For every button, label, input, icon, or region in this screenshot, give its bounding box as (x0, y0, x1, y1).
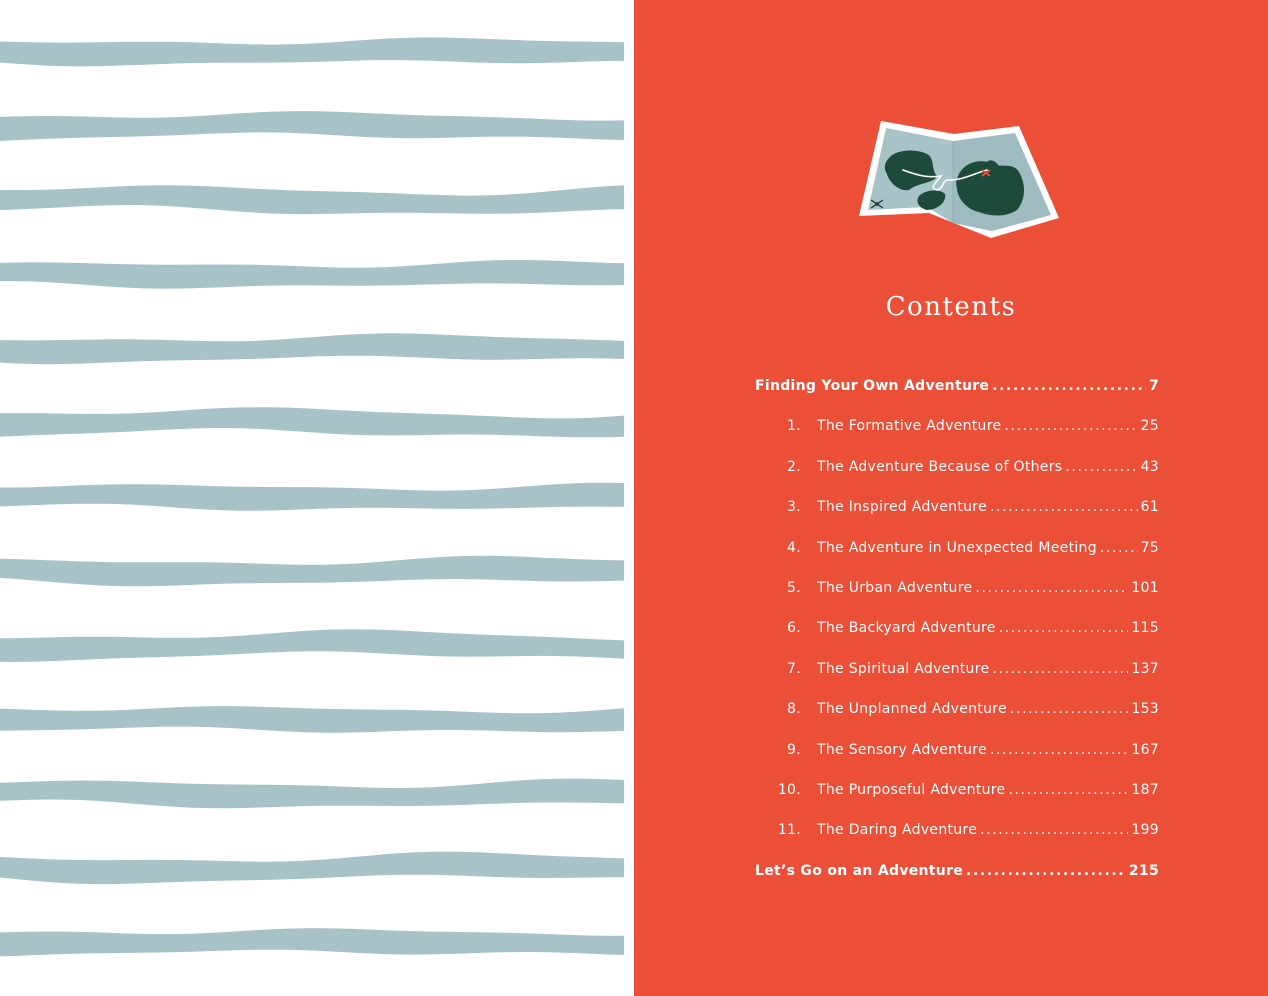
dot-leader (1065, 456, 1137, 478)
entry-title: The Backyard Adventure (817, 620, 996, 636)
page-number: 153 (1131, 701, 1159, 717)
dot-leader (1100, 537, 1138, 559)
toc-chapter-entry (762, 577, 1159, 599)
dot-leader (975, 577, 1128, 599)
chapter-number: 8. (787, 701, 801, 717)
entry-title: The Formative Adventure (817, 418, 1002, 434)
stripe (0, 779, 624, 809)
chapter-number: 1. (787, 418, 801, 434)
entry-title: The Inspired Adventure (817, 499, 987, 515)
dot-leader (980, 819, 1128, 841)
stripe (0, 483, 624, 511)
entry-title: Let’s Go on an Adventure (755, 863, 964, 879)
entry-title: The Spiritual Adventure (817, 661, 990, 677)
stripe (0, 556, 624, 587)
page-number: 101 (1131, 580, 1159, 596)
toc-chapter-entry (762, 496, 1159, 518)
toc-chapter-entry (762, 698, 1159, 720)
entry-title: Finding Your Own Adventure (755, 378, 990, 394)
toc-chapter-entry (762, 415, 1159, 437)
chapter-number: 9. (787, 742, 801, 758)
chapter-number: 2. (787, 459, 801, 475)
toc-chapter-entry (762, 537, 1159, 559)
stripe (0, 852, 624, 885)
toc-chapter-entry (762, 658, 1159, 680)
stripe (0, 260, 624, 289)
entry-title: The Sensory Adventure (817, 742, 987, 758)
dot-leader (999, 617, 1129, 639)
stripe (0, 629, 624, 662)
toc-chapter-entry (762, 617, 1159, 639)
page-number: 199 (1131, 822, 1159, 838)
stripe (0, 185, 624, 214)
page-number: 61 (1140, 499, 1159, 515)
dot-leader (966, 860, 1126, 882)
page-number: 43 (1140, 459, 1159, 475)
chapter-number: 7. (787, 661, 801, 677)
chapter-number: 4. (787, 540, 801, 556)
toc-chapter-entry (762, 819, 1159, 841)
dot-leader (990, 739, 1128, 761)
page-number: 215 (1128, 863, 1159, 879)
chapter-number: 3. (787, 499, 801, 515)
dot-leader (1004, 415, 1137, 437)
toc-section-entry (755, 860, 1159, 882)
dot-leader (990, 496, 1138, 518)
stripe (0, 37, 624, 66)
stripe (0, 407, 624, 437)
entry-title: The Adventure in Unexpected Meeting (817, 540, 1097, 556)
page-number: 115 (1131, 620, 1159, 636)
stripe (0, 333, 624, 364)
page-number: 7 (1148, 378, 1159, 394)
entry-title: The Urban Adventure (817, 580, 973, 596)
contents-page (634, 0, 1268, 996)
chapter-number: 6. (787, 620, 801, 636)
toc-section-entry (755, 375, 1159, 397)
dot-leader (1010, 698, 1128, 720)
toc-chapter-entry (762, 739, 1159, 761)
entry-title: The Purposeful Adventure (817, 782, 1006, 798)
chapter-number: 11. (777, 822, 801, 838)
dot-leader (992, 375, 1146, 397)
page-number: 25 (1140, 418, 1159, 434)
stripe (0, 111, 624, 141)
page-number: 75 (1140, 540, 1159, 556)
page-number: 167 (1131, 742, 1159, 758)
contents-heading: Contents (885, 292, 1017, 322)
folded-map-icon (859, 118, 1059, 248)
entry-title: The Unplanned Adventure (817, 701, 1007, 717)
page-number: 137 (1131, 661, 1159, 677)
entry-title: The Adventure Because of Others (817, 459, 1063, 475)
toc-chapter-entry (762, 456, 1159, 478)
stripe (0, 928, 624, 956)
page-number: 187 (1131, 782, 1159, 798)
dot-leader (992, 658, 1128, 680)
toc-chapter-entry (762, 779, 1159, 801)
entry-title: The Daring Adventure (817, 822, 978, 838)
stripe (0, 706, 624, 733)
chapter-number: 5. (787, 580, 801, 596)
dot-leader (1008, 779, 1128, 801)
chapter-number: 10. (777, 782, 801, 798)
